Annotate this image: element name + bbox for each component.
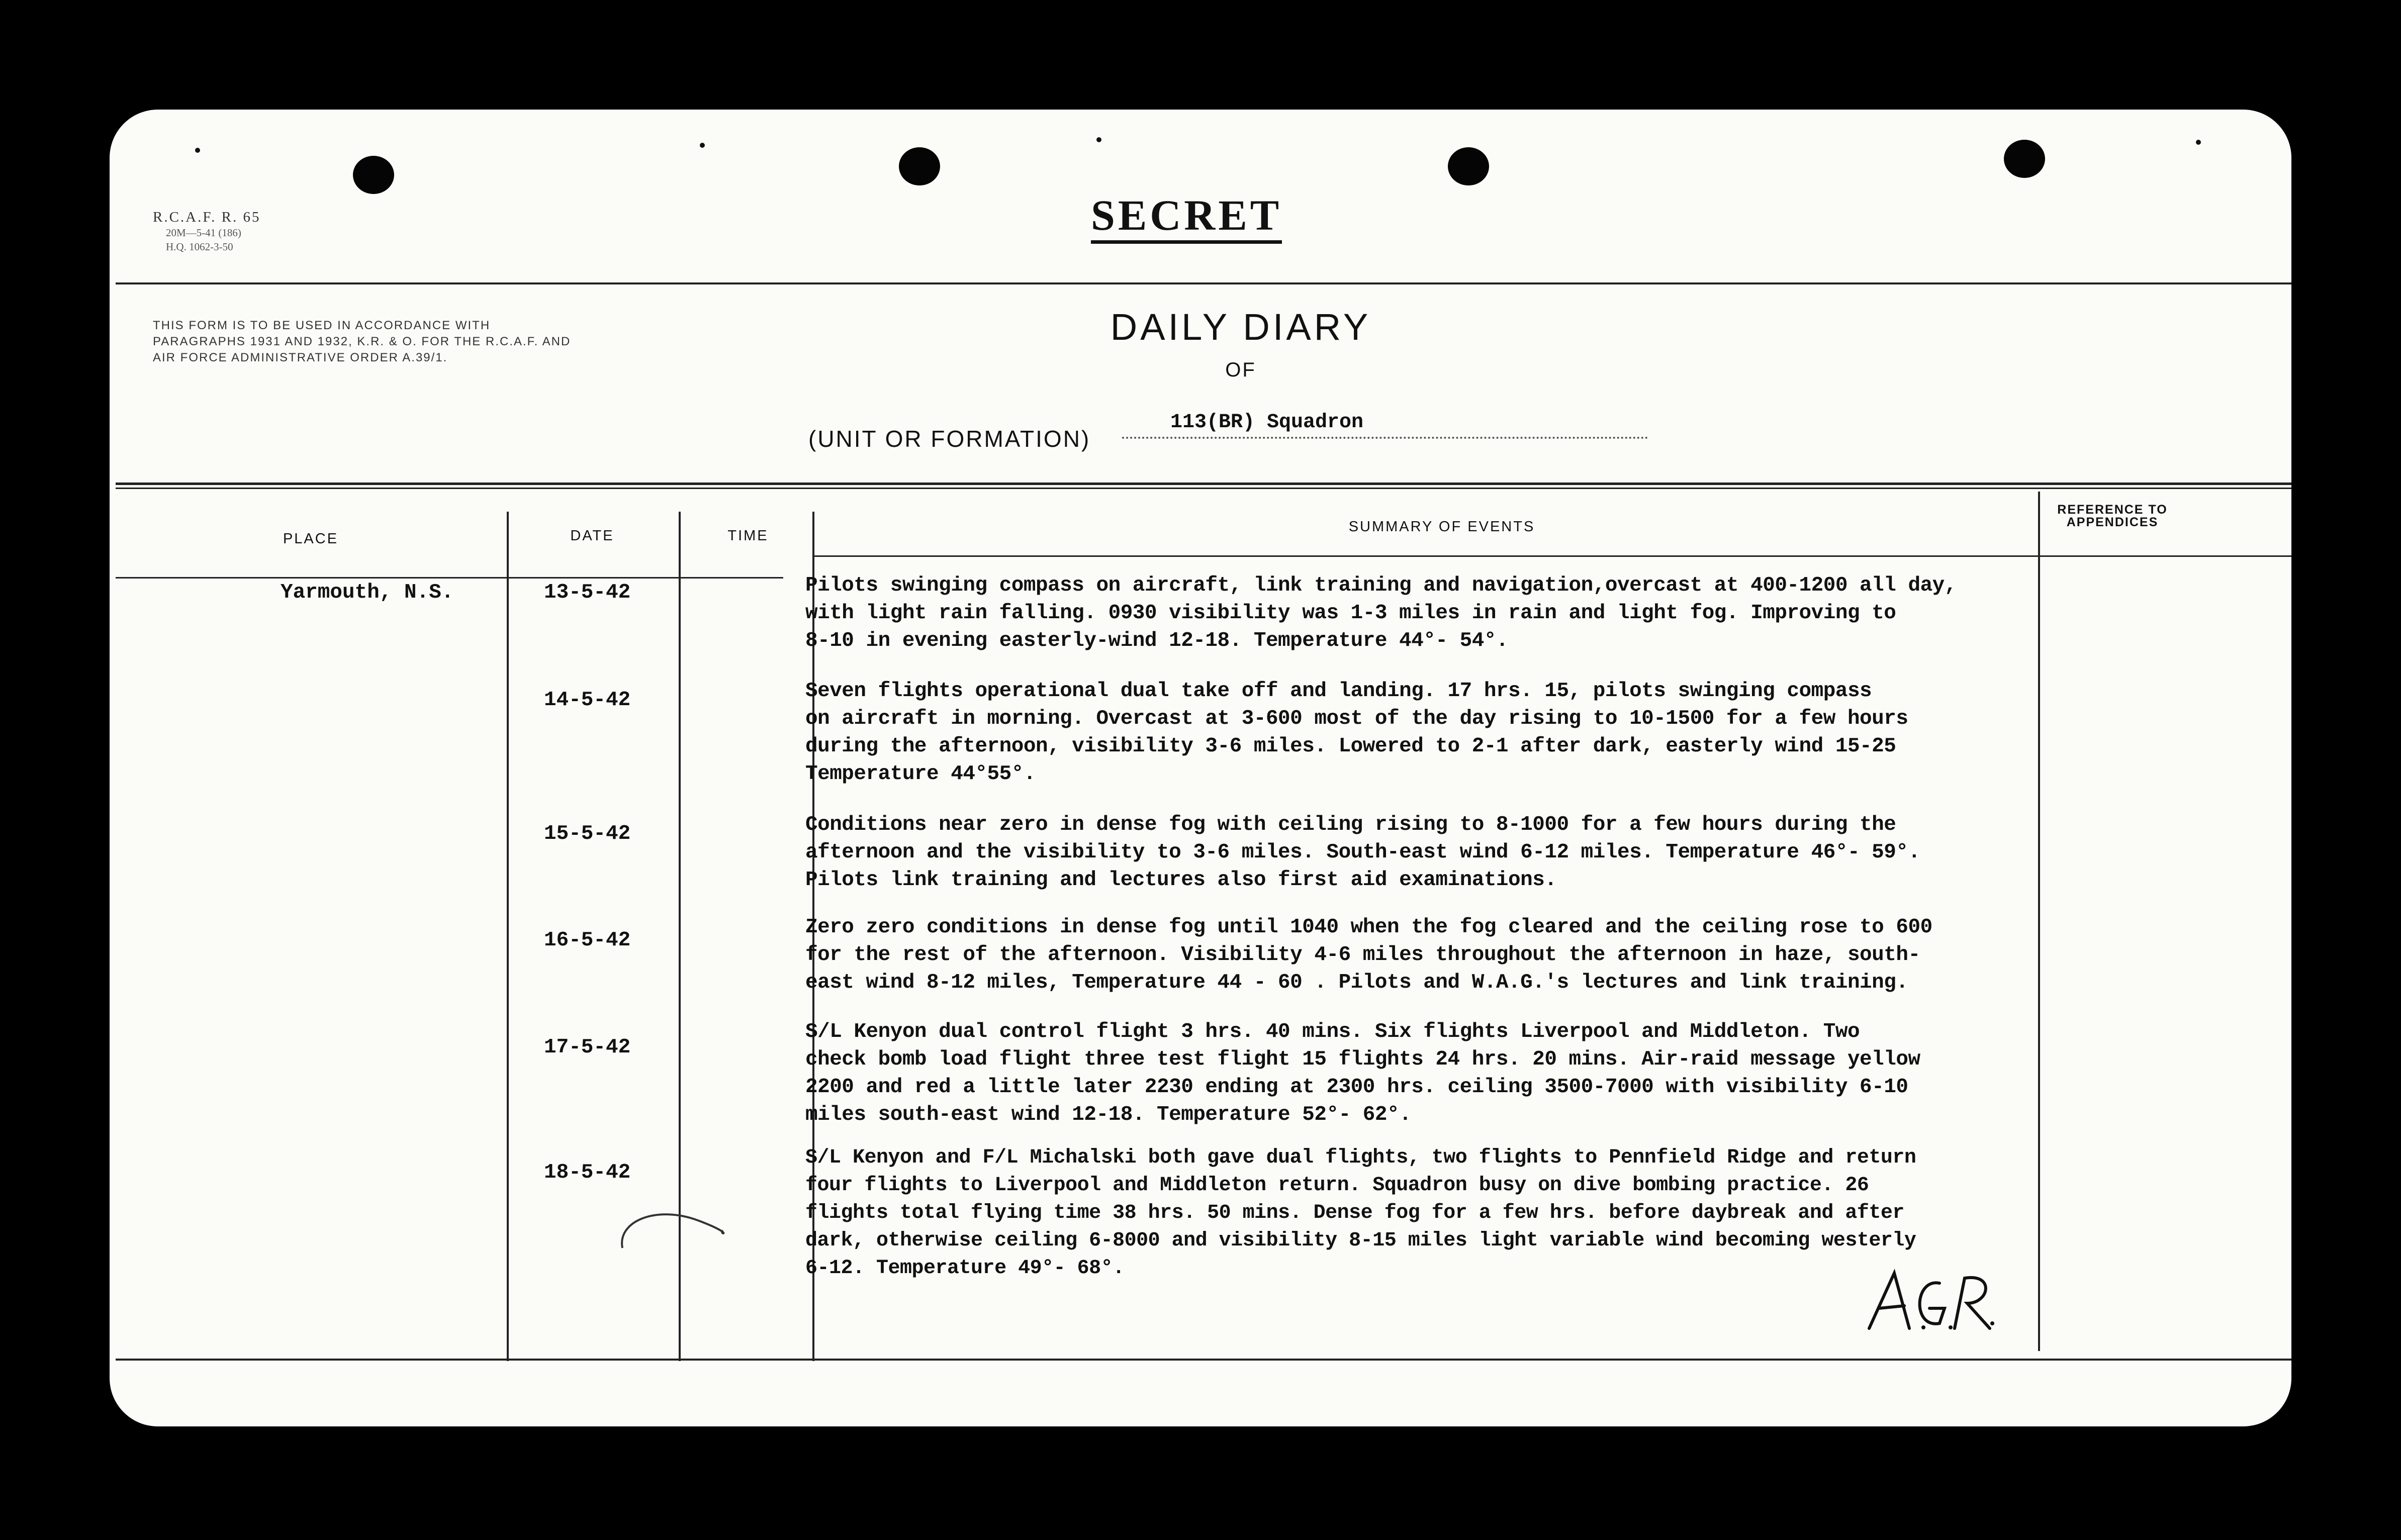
header-row-rule [116, 577, 783, 579]
pen-stroke [612, 1200, 733, 1261]
form-ref-line1: R.C.A.F. R. 65 [153, 209, 261, 225]
column-header-date: DATE [570, 528, 614, 544]
table-bottom-rule [116, 1359, 2291, 1361]
punch-hole [353, 156, 394, 194]
diary-title: DAILY DIARY [1110, 306, 1371, 348]
form-instructions: THIS FORM IS TO BE USED IN ACCORDANCE WITH PARAGRAPHS 1931 AND 1932, K.R. & O. FOR THE R.C.A.F. AND AIR FORCE ADMINISTRATIVE ORDER A.39/1. [153, 319, 571, 364]
column-divider [507, 512, 509, 1361]
header-divider [116, 282, 2291, 284]
diary-card [110, 110, 2291, 1426]
date-cell: 15-5-42 [544, 822, 631, 845]
signature-initials [1864, 1263, 1995, 1338]
date-cell: 17-5-42 [544, 1036, 631, 1059]
unit-value: 113(BR) Squadron [1122, 411, 1648, 439]
date-cell: 16-5-42 [544, 929, 631, 952]
column-header-summary: SUMMARY OF EVENTS [1348, 519, 1535, 535]
form-ref-line2: 20M—5-41 (186) [166, 227, 241, 239]
form-ref-line3: H.Q. 1062-3-50 [166, 241, 233, 253]
date-cell: 14-5-42 [544, 689, 631, 712]
punch-hole [1448, 147, 1489, 185]
punch-hole [2004, 140, 2045, 178]
table-top-rule-inner [116, 488, 2291, 489]
summary-entry: Pilots swinging compass on aircraft, link training and navigation,overcast at 400-1200 all day, with light rain falling. 0930 visibility was 1-3 miles in rain and light fog. Improving to 8-10 in evening easterly-wind 12-18. Temperature 44°- 54°. [805, 574, 1957, 652]
summary-entry: S/L Kenyon dual control flight 3 hrs. 40 mins. Six flights Liverpool and Middleton. Two check bomb load flight three test flight 15 flights 24 hrs. 20 mins. Air-raid message yellow 2200 and red a little later 2230 ending at 2300 hrs. ceiling 3500-7000 with visibility 6-10 miles south-east wind 12-18. Temperature 52°- 62°. [805, 1020, 1920, 1126]
column-header-place: PLACE [283, 531, 339, 547]
summary-entry: Zero zero conditions in dense fog until 1040 when the fog cleared and the ceiling rose to 600 for the rest of the afternoon. Visibility 4-6 miles throughout the afternoon in haze, south- east wind 8-12 miles, Temperature 44 - 60 . Pilots and W.A.G.'s lectures and link training. [805, 916, 1932, 994]
form-reference [153, 209, 261, 254]
header-row-rule-right [813, 555, 2291, 557]
column-header-time: TIME [727, 528, 769, 544]
table-top-rule [116, 483, 2291, 485]
place-cell: Yarmouth, N.S. [281, 581, 454, 604]
summary-entry: S/L Kenyon and F/L Michalski both gave dual flights, two flights to Pennfield Ridge and return four flights to Liverpool and Middleton return. Squadron busy on dive bombing practice. 26 flights total flying time 38 hrs. 50 mins. Dense fog for a few hrs. before daybreak and after dark, otherwise ceiling 6-8000 and visibility 8-15 miles light variable wind becoming westerly 6-12. Temperature 49°- 68°. [805, 1146, 1916, 1280]
date-cell: 18-5-42 [544, 1161, 631, 1184]
diary-title-of: OF [1225, 359, 1256, 381]
summary-entry: Seven flights operational dual take off and landing. 17 hrs. 15, pilots swinging compass on aircraft in morning. Overcast at 3-600 most of the day rising to 10-1500 for a few hours during the afternoon, visibility 3-6 miles. Lowered to 2-1 after dark, easterly wind 15-25 Temperature 44°55°. [805, 680, 1908, 786]
classification-heading: SECRET [1091, 190, 1282, 244]
column-header-reference: REFERENCE TO APPENDICES [2057, 503, 2168, 529]
date-cell: 13-5-42 [544, 581, 631, 604]
unit-label: (UNIT OR FORMATION) [808, 426, 1091, 452]
punch-hole [899, 147, 940, 185]
summary-entry: Conditions near zero in dense fog with ceiling rising to 8-1000 for a few hours during the afternoon and the visibility to 3-6 miles. South-east wind 6-12 miles. Temperature 46°- 59°. Pilots link training and lectures also first aid examinations. [805, 813, 1920, 892]
